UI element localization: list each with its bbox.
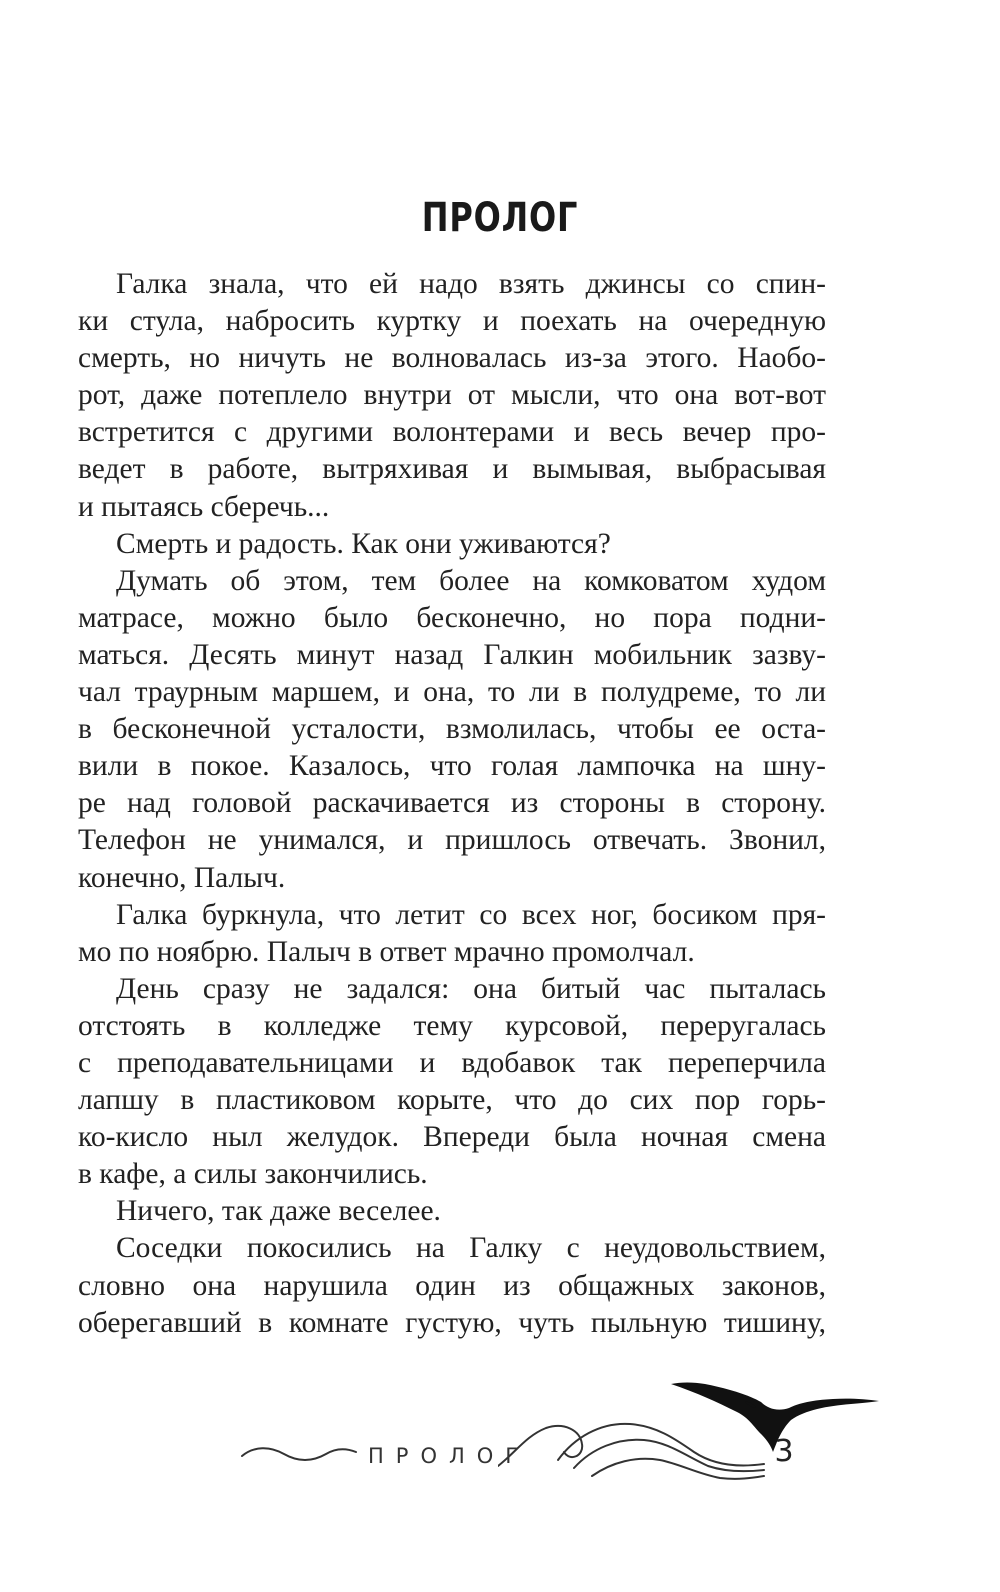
text-line: с преподавательницами и вдобавок так переперчила (78, 1046, 826, 1079)
text-line: матрасе, можно было бесконечно, но пора подни- (78, 601, 826, 634)
text-line: Соседки покосились на Галку с неудовольствием, (116, 1232, 826, 1265)
text-line: День сразу не задался: она битый час пыталась (116, 972, 826, 1005)
text-line: ведет в работе, вытряхивая и вымывая, выбрасывая (78, 453, 826, 486)
running-title: ПРОЛОГ (368, 1444, 531, 1468)
text-line: маться. Десять минут назад Галкин мобильник зазву- (78, 638, 826, 671)
text-line: ко-кисло ныл желудок. Впереди была ночная смена (78, 1121, 826, 1154)
text-line: оберегавший в комнате густую, чуть пыльную тишину, (78, 1306, 826, 1339)
text-line: мо по ноябрю. Палыч в ответ мрачно промолчал. (78, 935, 695, 968)
text-line: чал траурным маршем, и она, то ли в полудреме, то ли (78, 676, 826, 709)
page-number: 3 (774, 1434, 794, 1469)
page-footer (0, 1360, 1000, 1510)
text-line: Думать об этом, тем более на комковатом худом (116, 564, 826, 597)
text-line: Смерть и радость. Как они уживаются? (116, 527, 611, 560)
text-line: вили в покое. Казалось, что голая лампочка на шну- (78, 750, 826, 783)
text-line: Галка буркнула, что летит со всех ног, босиком пря- (116, 898, 826, 931)
text-line: ки стула, набросить куртку и поехать на очередную (78, 305, 826, 338)
text-line: Галка знала, что ей надо взять джинсы со спин- (116, 268, 826, 300)
ornament-left-icon (240, 1442, 360, 1466)
wave-ornament-icon (498, 1408, 766, 1488)
text-line: конечно, Палыч. (78, 861, 286, 894)
text-line: Ничего, так даже веселее. (116, 1195, 441, 1228)
text-line: смерть, но ничуть не волновалась из-за этого. Наобо- (78, 342, 826, 375)
text-line: отстоять в колледже тему курсовой, переругалась (78, 1009, 826, 1042)
text-line: в бесконечной усталости, взмолилась, чтобы ее оста- (78, 713, 826, 746)
text-line: лапшу в пластиковом корыте, что до сих пор горь- (78, 1084, 826, 1117)
text-line: рот, даже потеплело внутри от мысли, что она вот-вот (78, 379, 826, 412)
text-line: встретится с другими волонтерами и весь вечер про- (78, 416, 826, 449)
body-text (78, 266, 826, 1342)
text-line: Телефон не унимался, и пришлось отвечать. Звонил, (78, 824, 826, 857)
text-line: и пытаясь сберечь... (78, 490, 330, 523)
text-line: ре над головой раскачивается из стороны в сторону. (78, 787, 826, 820)
text-line: словно она нарушила один из общажных законов, (78, 1269, 826, 1302)
text-line: в кафе, а силы закончились. (78, 1158, 428, 1191)
chapter-title: ПРОЛОГ (421, 194, 579, 241)
